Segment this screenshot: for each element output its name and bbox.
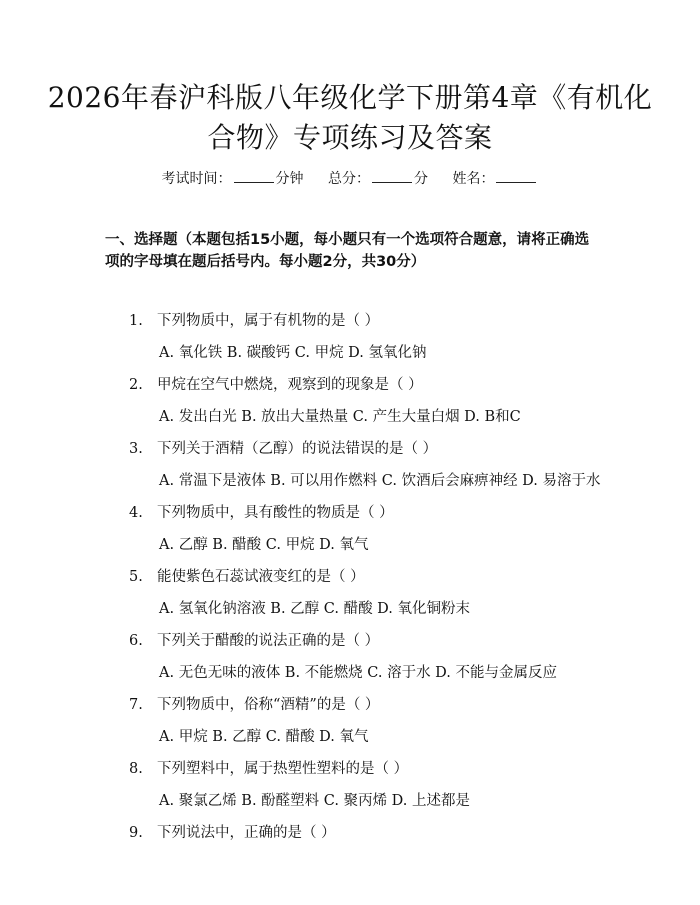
time-blank[interactable] — [234, 168, 274, 183]
name-blank[interactable] — [496, 168, 536, 183]
question-options: A. 聚氯乙烯 B. 酚醛塑料 C. 聚丙烯 D. 上述都是 — [159, 793, 471, 809]
score-label: 总分： — [328, 171, 370, 187]
question-stem: 下列物质中，具有酸性的物质是（ ） — [157, 505, 394, 521]
question-stem: 甲烷在空气中燃烧，观察到的现象是（ ） — [157, 377, 423, 393]
exam-score — [328, 171, 432, 187]
question-number: 2. — [129, 377, 143, 393]
question-number: 6. — [129, 633, 143, 649]
question-stem: 下列塑料中，属于热塑性塑料的是（ ） — [157, 761, 409, 777]
question-stem: 下列关于酒精（乙醇）的说法错误的是（ ） — [157, 441, 438, 457]
name-label: 姓名： — [452, 171, 495, 187]
question-number: 9. — [129, 825, 143, 841]
question-number: 3. — [129, 441, 143, 457]
question-options: A. 氧化铁 B. 碳酸钙 C. 甲烷 D. 氢氧化钠 — [159, 345, 427, 361]
question — [129, 759, 408, 779]
question-options: A. 无色无味的液体 B. 不能燃烧 C. 溶于水 D. 不能与金属反应 — [159, 665, 558, 681]
question — [129, 823, 336, 843]
question-options: A. 乙醇 B. 醋酸 C. 甲烷 D. 氧气 — [159, 537, 369, 553]
question-stem: 下列关于醋酸的说法正确的是（ ） — [157, 633, 380, 649]
question-stem: 下列物质中，属于有机物的是（ ） — [157, 313, 380, 329]
question-number: 5. — [129, 569, 143, 585]
question — [129, 375, 423, 395]
score-blank[interactable] — [372, 168, 412, 183]
question-stem: 下列物质中，俗称“酒精”的是（ ） — [157, 697, 380, 713]
question — [129, 439, 437, 459]
question — [129, 311, 379, 331]
time-label: 考试时间： — [161, 171, 232, 187]
section-heading: 一、选择题（本题包括15小题，每小题只有一个选项符合题意，请将正确选项的字母填在题后括号内。每小题2分，共30分） — [105, 232, 590, 270]
exam-name — [452, 171, 538, 187]
document-title: 2026年春沪科版八年级化学下册第4章《有机化合物》专项练习及答案 — [47, 81, 653, 154]
question — [129, 503, 394, 523]
exam-time — [162, 171, 308, 187]
question-options: A. 甲烷 B. 乙醇 C. 醋酸 D. 氧气 — [159, 729, 369, 745]
time-unit: 分钟 — [275, 171, 304, 187]
score-unit: 分 — [414, 171, 428, 187]
exam-meta — [0, 168, 700, 189]
question-stem: 能使紫色石蕊试液变红的是（ ） — [157, 569, 365, 585]
question-number: 4. — [129, 505, 143, 521]
question-number: 7. — [129, 697, 143, 713]
question — [129, 567, 365, 587]
question — [129, 695, 379, 715]
question-number: 8. — [129, 761, 143, 777]
question-stem: 下列说法中，正确的是（ ） — [157, 825, 336, 841]
question-options: A. 常温下是液体 B. 可以用作燃料 C. 饮酒后会麻痹神经 D. 易溶于水 — [159, 473, 601, 489]
question-number: 1. — [129, 313, 143, 329]
question-options: A. 氢氧化钠溶液 B. 乙醇 C. 醋酸 D. 氧化铜粉末 — [159, 601, 471, 617]
question — [129, 631, 379, 651]
question-options: A. 发出白光 B. 放出大量热量 C. 产生大量白烟 D. B和C — [159, 409, 521, 425]
